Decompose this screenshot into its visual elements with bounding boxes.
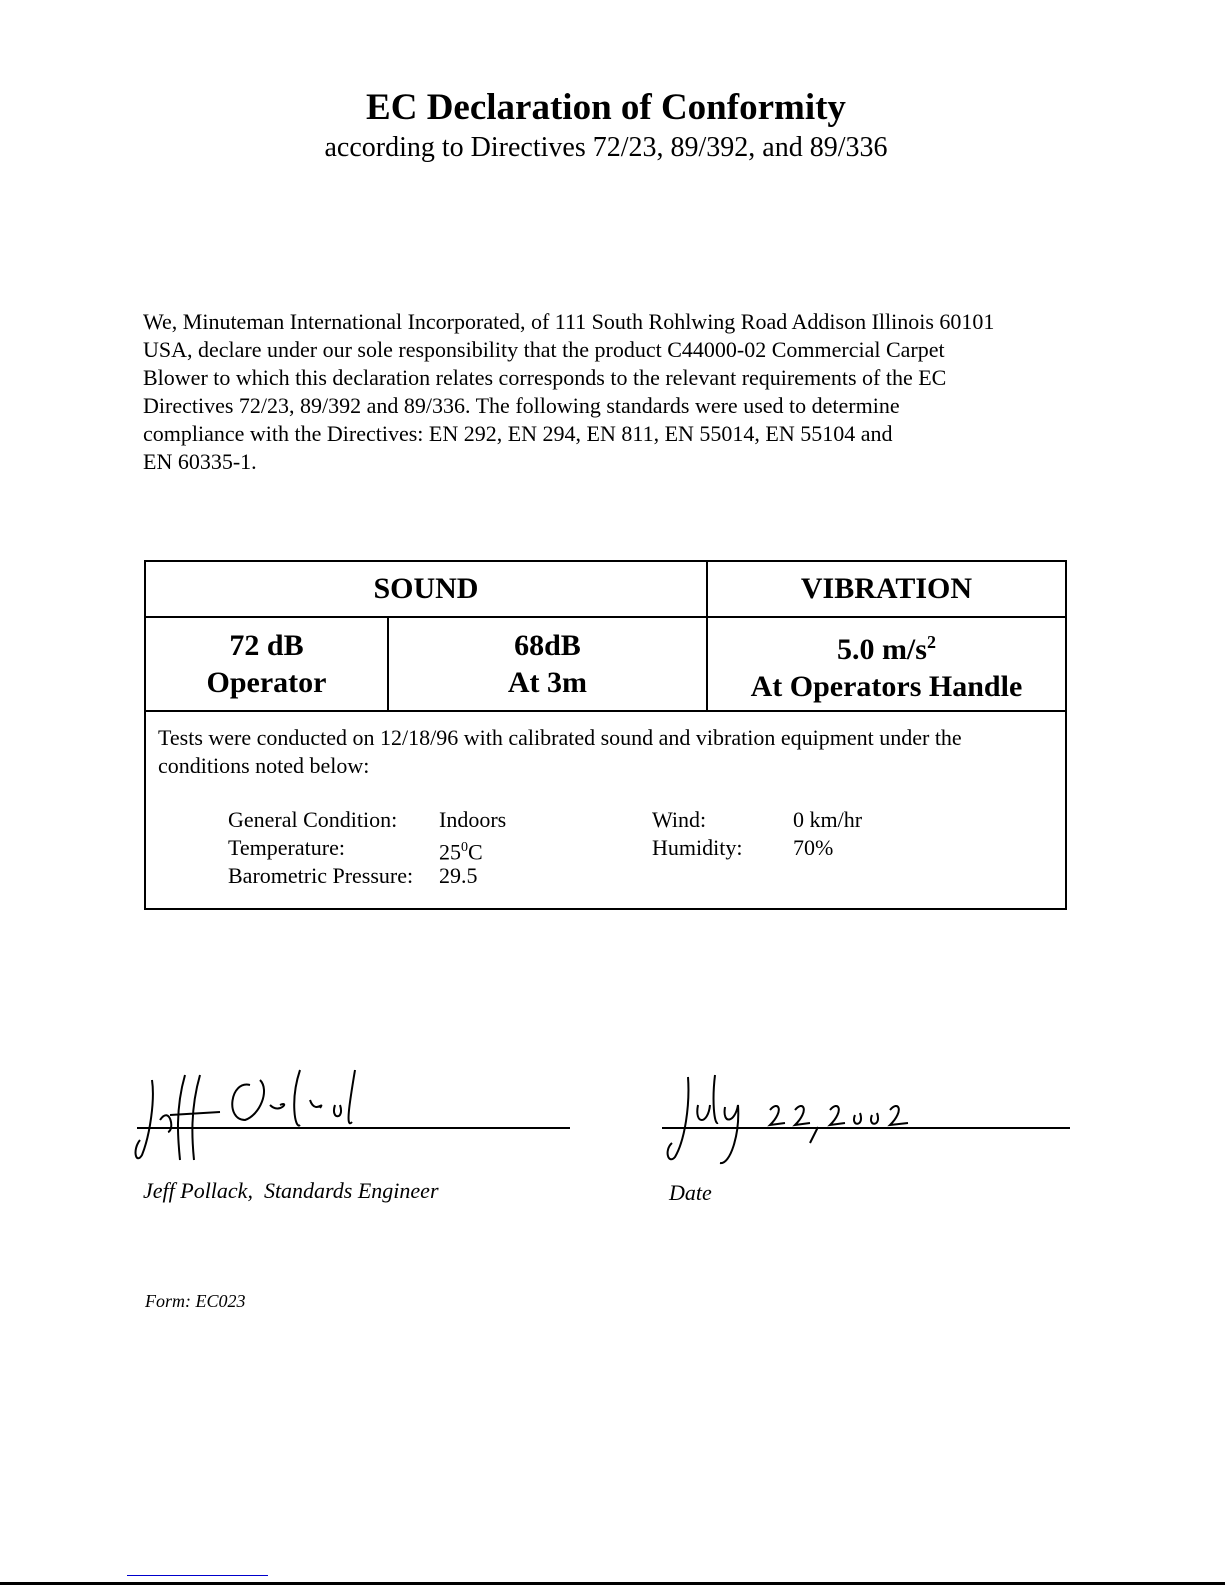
temperature-number: 25 [439, 839, 461, 865]
signature-line [137, 1127, 570, 1129]
vibration-cell [707, 617, 1066, 711]
date-line [662, 1127, 1070, 1129]
general-condition-label: General Condition: [228, 807, 398, 832]
vibration-label: At Operators Handle [750, 669, 1023, 703]
vibration-value: 5.0 m/s [836, 632, 927, 666]
wind-value: 0 km/hr [793, 807, 863, 832]
distance-cell [388, 617, 707, 711]
operator-cell [145, 617, 388, 711]
temperature-label: Temperature: [228, 835, 345, 860]
paragraph-line: compliance with the Directives: EN 292, EN 294, EN 811, EN 55014, EN 55104 and [143, 421, 893, 446]
paragraph-line: EN 60335-1. [143, 449, 257, 474]
pressure-value: 29.5 [439, 863, 478, 888]
distance-value: 68dB [514, 629, 581, 662]
sound-header: SOUND [145, 561, 707, 617]
general-condition-value: Indoors [439, 807, 507, 832]
paragraph-line: Blower to which this declaration relates corresponds to the relevant requirements of the EC [143, 365, 947, 390]
distance-label: At 3m [507, 666, 588, 699]
wind-label: Wind: [652, 807, 707, 832]
handwritten-date [660, 1065, 920, 1170]
form-number: Form: EC023 [145, 1291, 246, 1311]
signer-caption: Jeff Pollack, Standards Engineer [143, 1178, 439, 1203]
declaration-paragraph [143, 308, 1083, 476]
page-subtitle: according to Directives 72/23, 89/392, and 89/336 [324, 132, 888, 163]
test-results-table [144, 560, 1067, 910]
vibration-header: VIBRATION [707, 561, 1066, 617]
footnote-separator [127, 1575, 268, 1576]
vibration-exponent: 2 [926, 631, 936, 652]
handwritten-signature [130, 1060, 390, 1170]
notes-line: conditions noted below: [158, 753, 370, 778]
temperature-unit: C [468, 839, 483, 865]
conditions [158, 806, 1053, 896]
date-caption: Date [669, 1180, 712, 1205]
test-notes [145, 711, 1066, 909]
pressure-label: Barometric Pressure: [228, 863, 414, 888]
paragraph-line: Directives 72/23, 89/392 and 89/336. The following standards were used to determine [143, 393, 900, 418]
humidity-value: 70% [793, 835, 834, 860]
operator-value: 72 dB [229, 629, 304, 662]
notes-line: Tests were conducted on 12/18/96 with calibrated sound and vibration equipment under the [158, 725, 962, 750]
page-title: EC Declaration of Conformity [366, 87, 846, 128]
humidity-label: Humidity: [652, 835, 743, 860]
temperature-degree: 0 [461, 840, 468, 855]
paragraph-line: We, Minuteman International Incorporated, of 111 South Rohlwing Road Addison Illinois 60101 [143, 309, 995, 334]
paragraph-line: USA, declare under our sole responsibility that the product C44000-02 Commercial Carpet [143, 337, 945, 362]
operator-label: Operator [206, 666, 327, 699]
